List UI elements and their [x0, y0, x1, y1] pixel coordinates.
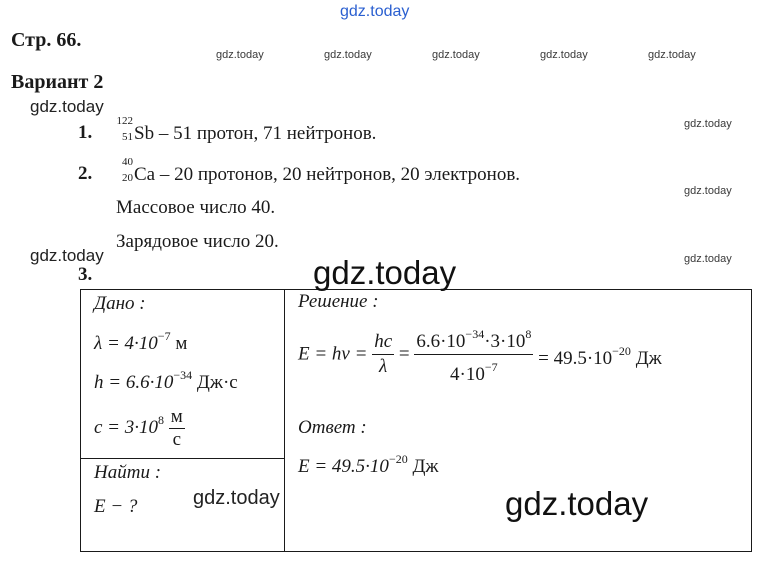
- table-divider-horizontal: [80, 458, 284, 459]
- answer-label: Ответ :: [298, 417, 367, 438]
- numerator-exp-b: 8: [525, 327, 532, 341]
- c-unit-fraction: [169, 406, 185, 451]
- h-unit: Дж·с: [196, 372, 238, 393]
- c-value: c = 3·10: [94, 416, 159, 438]
- answer-lhs: E = 49.5·10: [298, 456, 389, 477]
- item-2-text: – 20 протонов, 20 нейтронов, 20 электронов.: [155, 164, 521, 185]
- numerator-exp-a: −34: [465, 327, 485, 341]
- item-3-number: 3.: [78, 264, 93, 285]
- atomic-number: 51: [122, 131, 133, 143]
- watermark-bottom-mid: gdz.today: [193, 487, 280, 509]
- watermark-bottom-large: gdz.today: [505, 485, 649, 522]
- formula-fraction-numeric: [414, 322, 533, 387]
- denominator-exp: −7: [484, 360, 498, 374]
- find-label: Найти :: [94, 462, 162, 483]
- lambda-unit: м: [175, 333, 188, 354]
- solution-label: Решение :: [298, 291, 379, 312]
- numeric-denominator: [414, 355, 533, 387]
- item-2-line: [116, 156, 521, 186]
- given-h: [94, 368, 238, 394]
- given-c: [94, 406, 185, 451]
- item-1-number: 1.: [78, 122, 93, 143]
- answer-exponent: −20: [388, 452, 408, 466]
- watermark-top: gdz.today: [340, 3, 410, 20]
- answer-value: [298, 452, 439, 478]
- table-border-left: [80, 289, 81, 552]
- item-2-mass-number-line: Массовое число 40.: [116, 197, 276, 218]
- watermark-center-large: gdz.today: [313, 254, 457, 291]
- lambda-value: λ = 4·10: [94, 333, 158, 354]
- watermark-right-3: gdz.today: [684, 253, 732, 265]
- watermark-left-2: gdz.today: [30, 246, 104, 265]
- c-unit-denominator: с: [172, 429, 181, 450]
- given-label: Дано :: [94, 293, 146, 314]
- item-2-number: 2.: [78, 163, 93, 184]
- watermark-row-4: gdz.today: [540, 49, 588, 61]
- h-value: h = 6.6·10: [94, 372, 174, 393]
- page-heading: Стр. 66.: [11, 29, 82, 51]
- c-unit-numerator: м: [170, 406, 183, 427]
- result-exponent: −20: [612, 343, 631, 358]
- formula-result: [538, 343, 662, 369]
- atomic-number: 20: [122, 172, 133, 184]
- isotope-ca-notation: [116, 156, 134, 184]
- find-value: E − ?: [94, 496, 138, 517]
- item-2-charge-number-line: Зарядовое число 20.: [116, 231, 279, 252]
- given-lambda: [94, 329, 187, 355]
- formula-lhs: E = hν =: [298, 343, 373, 365]
- watermark-row-1: gdz.today: [216, 49, 264, 61]
- formula-equals: =: [398, 343, 415, 365]
- element-symbol: Ca: [134, 164, 156, 185]
- item-1-line: [116, 115, 377, 145]
- numerator-part-b: ·3·10: [484, 331, 526, 352]
- watermark-right-1: gdz.today: [684, 118, 732, 130]
- mass-number: 40: [122, 156, 133, 168]
- table-border-right: [751, 289, 752, 552]
- watermark-left-1: gdz.today: [30, 97, 104, 116]
- mass-number: 122: [116, 115, 133, 127]
- watermark-row-5: gdz.today: [648, 49, 696, 61]
- solution-formula: [298, 322, 662, 387]
- c-exponent: 8: [158, 412, 165, 427]
- item-1-text: – 51 протон, 71 нейтронов.: [154, 123, 377, 144]
- numeric-numerator: [414, 322, 533, 355]
- denominator-value: 4·10: [450, 364, 485, 385]
- element-symbol: Sb: [134, 123, 155, 144]
- result-unit: Дж: [630, 347, 662, 369]
- table-border-bottom: [80, 551, 752, 552]
- answer-unit: Дж: [407, 456, 439, 477]
- fraction-denominator: λ: [379, 356, 388, 377]
- fraction-numerator: hc: [372, 330, 394, 355]
- formula-fraction-hc-lambda: [372, 330, 394, 379]
- table-divider-vertical: [284, 289, 285, 552]
- watermark-row-2: gdz.today: [324, 49, 372, 61]
- isotope-sb-notation: [116, 115, 134, 143]
- result-value: = 49.5·10: [538, 347, 613, 369]
- watermark-right-2: gdz.today: [684, 185, 732, 197]
- lambda-exponent: −7: [157, 329, 171, 343]
- watermark-row-3: gdz.today: [432, 49, 480, 61]
- h-exponent: −34: [173, 368, 193, 382]
- numerator-part-a: 6.6·10: [416, 331, 466, 352]
- variant-heading: Вариант 2: [11, 71, 104, 93]
